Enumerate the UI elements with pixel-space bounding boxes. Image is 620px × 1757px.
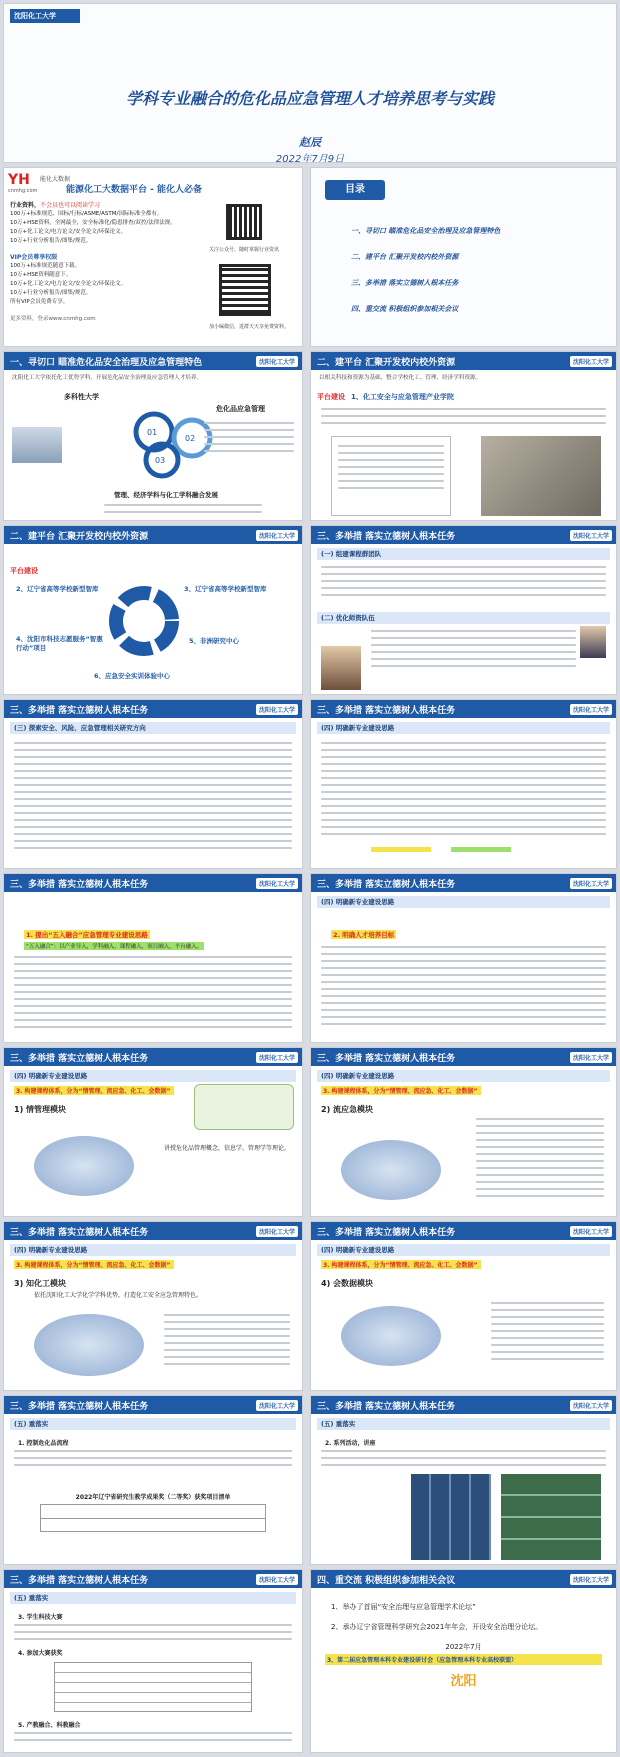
ad-follow: 关注公众号、随时掌握行业资讯 — [209, 247, 280, 253]
slide-title: 三、多举措 落实立德树人根本任务 — [317, 1401, 456, 1412]
section-subtitle: (四) 明确新专业建设思路 — [317, 722, 610, 734]
school-logo: 沈阳化工大学 — [10, 9, 80, 23]
toc-label: 目录 — [325, 180, 385, 200]
section-subtitle: (一) 组建课程群团队 — [317, 548, 610, 560]
slide-title: 三、多举措 落实立德树人根本任务 — [317, 879, 456, 890]
section-subtitle: (五) 重落实 — [10, 1418, 296, 1430]
placeholder-text — [204, 422, 294, 457]
module-title: 2) 流应急模块 — [321, 1105, 374, 1114]
node-label: 01 — [147, 428, 158, 437]
module-graphic — [341, 1306, 441, 1366]
placeholder-text — [491, 1302, 604, 1365]
highlight-mark — [371, 847, 431, 852]
vip-item: 100万+标准规范随意下载。 — [10, 263, 81, 269]
slide-s7 — [3, 873, 303, 1043]
section-subtitle: (五) 重落实 — [10, 1592, 296, 1604]
toc-item[interactable]: 三、多举措 落实立德树人根本任务 — [351, 279, 459, 287]
ad-items — [10, 210, 205, 246]
slide-header — [311, 1222, 616, 1240]
portrait-photo — [580, 626, 606, 658]
slide-title: 三、多举措 落实立德树人根本任务 — [317, 1053, 456, 1064]
slide-header — [4, 352, 302, 370]
placeholder-text — [321, 1450, 606, 1471]
toc-item[interactable]: 二、建平台 汇聚开发校内校外资源 — [351, 253, 459, 261]
placeholder-text — [104, 504, 262, 518]
school-logo: 沈阳化工大学 — [256, 1400, 298, 1411]
slide-header — [4, 1048, 302, 1066]
slide-header — [4, 1222, 302, 1240]
slide-title: 二、建平台 汇聚开发校内校外资源 — [317, 357, 456, 368]
campus-photo — [12, 427, 62, 463]
qr-code-icon — [219, 264, 271, 316]
document-image — [331, 436, 451, 516]
cover-slide — [3, 3, 617, 163]
ad-scan: 加小编微信，进群天天享免费资料。 — [209, 324, 290, 330]
placeholder-text — [14, 1450, 292, 1471]
slide-s11 — [3, 1221, 303, 1391]
point-heading: 3. 构建课程体系，分为“情管理、流应急、化工、会数据” — [321, 1086, 481, 1095]
slide-s12 — [310, 1221, 617, 1391]
module-desc: 讲授危化品管理概念，信息学、管理学等理论。 — [164, 1145, 291, 1152]
vip-item: 所有VIP会员免费专享。 — [10, 299, 69, 305]
highlight-mark — [451, 847, 511, 852]
module-title: 1) 情管理模块 — [14, 1105, 67, 1114]
ad-logo-text: 能化大数据 — [40, 176, 71, 183]
placeholder-text — [164, 1314, 290, 1370]
slide-header — [311, 1570, 616, 1588]
slide-s15 — [3, 1569, 303, 1753]
module-graphic — [34, 1136, 134, 1196]
school-logo: 沈阳化工大学 — [256, 1052, 298, 1063]
bottom-label: 管理、经济学科与化工学科融合发展 — [114, 491, 218, 499]
slide-s2 — [310, 351, 617, 521]
point-heading: 1. 控制危化品流程 — [18, 1440, 69, 1447]
right-label: 危化品应急管理 — [216, 405, 265, 413]
placeholder-text — [476, 1118, 604, 1202]
slide-header — [4, 526, 302, 544]
section-subtitle: (四) 明确新专业建设思路 — [10, 1244, 296, 1256]
portrait-photo — [321, 646, 361, 690]
ad-item: 10万+HSE资料，全网最全，安全标准化/隐患排查/双控/法律法规。 — [10, 220, 176, 226]
vip-item: 10万+HSE资料随意下。 — [10, 272, 72, 278]
section-subtitle: (三) 探索安全、风险、应急管理相关研究方向 — [10, 722, 296, 734]
point-heading: 1. 提出“五入融合”应急管理专业建设思路 — [26, 931, 148, 939]
node-label: 03 — [155, 456, 166, 465]
module-graphic — [341, 1140, 441, 1200]
slide-s9 — [3, 1047, 303, 1217]
school-logo: 沈阳化工大学 — [570, 1052, 612, 1063]
slide-header — [4, 700, 302, 718]
ad-logo: YH cnmhg.com — [8, 172, 38, 194]
platform-item: 3、辽宁省高等学校新型智库 — [184, 585, 267, 593]
placeholder-text — [14, 742, 292, 854]
meeting-photo — [411, 1474, 491, 1560]
module-title: 3) 知化工模块 — [14, 1279, 67, 1288]
node-label: 02 — [185, 434, 196, 443]
left-label: 多科性大学 — [64, 393, 99, 401]
section-subtitle: (四) 明确新专业建设思路 — [317, 1244, 610, 1256]
slide-title: 一、寻切口 瞄准危化品安全治理及应急管理特色 — [10, 357, 203, 368]
slide-s1 — [3, 351, 303, 521]
slide-intro: 沈阳化工大学依托化工优势学科，开展危化品安全治理及应急管理人才培养。 — [12, 375, 203, 381]
school-logo: 沈阳化工大学 — [256, 530, 298, 541]
table-title: 2022年辽宁省研究生教学成果奖（二等奖）获奖项目清单 — [75, 1494, 231, 1501]
placeholder-text — [14, 1624, 292, 1645]
slide-header — [311, 526, 616, 544]
cover-author: 赵辰 — [299, 136, 321, 149]
school-logo: 沈阳化工大学 — [256, 1226, 298, 1237]
slide-s6 — [310, 699, 617, 869]
meeting-highlight: 3、第二届应急管理本科专业建设研讨会（应急管理本科专业高校联盟） — [325, 1654, 602, 1665]
school-logo: 沈阳化工大学 — [570, 878, 612, 889]
slide-title: 三、多举措 落实立德树人根本任务 — [317, 705, 456, 716]
platform-subtitle: 1、化工安全与应急管理产业学院 — [351, 393, 454, 401]
ad-item: 10万+行业分析报告/图集/规范。 — [10, 238, 92, 244]
school-logo: 沈阳化工大学 — [256, 356, 298, 367]
slide-title: 三、多举措 落实立德树人根本任务 — [10, 705, 149, 716]
school-logo: 沈阳化工大学 — [570, 530, 612, 541]
ad-industry-note: 不会员也可以阅读学习 — [40, 202, 101, 209]
point-heading: 5. 产教融合、科教融合 — [18, 1722, 81, 1729]
slide-header — [4, 1570, 302, 1588]
point-heading: 3. 构建课程体系，分为“情管理、流应急、化工、会数据” — [14, 1086, 174, 1095]
section-subtitle: (四) 明确新专业建设思路 — [10, 1070, 296, 1082]
slide-title: 三、多举措 落实立德树人根本任务 — [317, 1227, 456, 1238]
ad-heading: 能源化工大数据平台 - 能化人必备 — [66, 185, 203, 195]
slide-title: 三、多举措 落实立德树人根本任务 — [10, 1401, 149, 1412]
placeholder-text — [371, 630, 576, 672]
slide-s3 — [3, 525, 303, 695]
platform-item: 4、沈阳市科技志愿服务“智惠行动”项目 — [16, 635, 103, 652]
point-heading: 3. 构建课程体系，分为“情管理、流应急、化工、会数据” — [14, 1260, 174, 1269]
point-heading: 2. 明确人才培养目标 — [333, 931, 395, 939]
meeting-date: 2022年7月 — [445, 1643, 482, 1651]
platform-item: 6、应急安全实训体验中心 — [94, 672, 171, 680]
point-heading: 3. 构建课程体系，分为“情管理、流应急、化工、会数据” — [321, 1260, 481, 1269]
slide-s8 — [310, 873, 617, 1043]
mindmap-image — [194, 1084, 294, 1130]
slide-header — [4, 874, 302, 892]
school-logo: 沈阳化工大学 — [256, 878, 298, 889]
section-subtitle: (五) 重落实 — [317, 1418, 610, 1430]
slide-s16 — [310, 1569, 617, 1753]
slide-s14 — [310, 1395, 617, 1565]
point-heading: 3. 学生科技大赛 — [18, 1614, 63, 1621]
platform-item: 5、非洲研究中心 — [189, 637, 240, 645]
section-subtitle: (二) 优化师资队伍 — [317, 612, 610, 624]
cover-date: 2022年7月9日 — [275, 154, 345, 163]
slide-title: 三、多举措 落实立德树人根本任务 — [10, 1575, 149, 1586]
ad-more[interactable]: 更多资料，登录www.cnmhg.com — [10, 316, 96, 322]
vip-items — [10, 262, 205, 307]
toc-item[interactable]: 四、重交流 积极组织参加相关会议 — [351, 305, 459, 313]
slide-title: 四、重交流 积极组织参加相关会议 — [317, 1575, 456, 1586]
slide-title: 三、多举措 落实立德树人根本任务 — [10, 1227, 149, 1238]
meeting-city: 沈阳 — [450, 1674, 477, 1689]
qr-code-icon — [226, 204, 262, 240]
award-table — [54, 1662, 252, 1712]
slide-title: 三、多举措 落实立德树人根本任务 — [10, 1053, 149, 1064]
meeting-item: 1、举办了首届“安全治理与应急管理学术论坛” — [331, 1603, 476, 1611]
placeholder-text — [321, 742, 606, 840]
section-subtitle: (四) 明确新专业建设思路 — [317, 896, 610, 908]
school-logo: 沈阳化工大学 — [256, 704, 298, 715]
slide-header — [311, 352, 616, 370]
placeholder-text — [321, 408, 606, 429]
platform-item: 2、辽宁省高等学校新型智库 — [16, 585, 99, 593]
slide-title: 三、多举措 落实立德树人根本任务 — [317, 531, 456, 542]
placeholder-text — [321, 946, 606, 1030]
slide-header — [311, 1048, 616, 1066]
school-logo: 沈阳化工大学 — [570, 356, 612, 367]
ad-industry-label: 行业资料， — [10, 202, 41, 209]
toc-item[interactable]: 一、寻切口 瞄准危化品安全治理及应急管理特色 — [351, 227, 501, 235]
slide-title: 二、建平台 汇聚开发校内校外资源 — [10, 531, 149, 542]
ad-item: 100万+标准规范、国标/行标/ASME/ASTM/国际标准全都有。 — [10, 211, 163, 217]
school-logo: 沈阳化工大学 — [570, 1574, 612, 1585]
school-logo: 沈阳化工大学 — [570, 1226, 612, 1237]
platform-tag: 平台建设 — [317, 393, 345, 401]
placeholder-text — [321, 566, 606, 601]
slide-s4 — [310, 525, 617, 695]
slide-s10 — [310, 1047, 617, 1217]
slide-s13 — [3, 1395, 303, 1565]
point-highlight: “五入融合”：以产业导入，学科融入，课程融入，项目融入，平台融入。 — [26, 944, 203, 950]
school-logo: 沈阳化工大学 — [570, 1400, 612, 1411]
slide-header — [311, 1396, 616, 1414]
placeholder-text — [14, 956, 292, 1033]
slide-intro: 以相关科技和资源为基础，整合学校化工、管理、经济学科资源。 — [319, 375, 482, 381]
slide-header — [4, 1396, 302, 1414]
award-table — [40, 1504, 266, 1532]
ring-diagram — [104, 581, 184, 661]
ad-item: 10万+化工论文/电力论文/安全论文/环保论文。 — [10, 229, 127, 235]
event-photo — [481, 436, 601, 516]
section-subtitle: (四) 明确新专业建设思路 — [317, 1070, 610, 1082]
cover-title: 学科专业融合的危化品应急管理人才培养思考与实践 — [125, 89, 494, 108]
school-logo: 沈阳化工大学 — [570, 704, 612, 715]
school-logo: 沈阳化工大学 — [256, 1574, 298, 1585]
vip-title: VIP会员尊享权限 — [10, 254, 58, 261]
placeholder-text — [14, 1732, 292, 1746]
slide-header — [311, 700, 616, 718]
toc-slide — [310, 167, 617, 347]
slide-s5 — [3, 699, 303, 869]
meeting-item: 2、承办辽宁省管理科学研究会2021年年会，开设安全治理分论坛。 — [331, 1623, 543, 1631]
ad-slide — [3, 167, 303, 347]
slide-title: 三、多举措 落实立德树人根本任务 — [10, 879, 149, 890]
point-heading: 2. 系列活动，讲座 — [325, 1440, 376, 1447]
point-heading: 4. 参加大赛获奖 — [18, 1650, 63, 1657]
module-desc: 依托沈阳化工大学化学学科优势，打造化工安全应急管理特色。 — [34, 1292, 203, 1299]
module-title: 4) 会数据模块 — [321, 1279, 374, 1288]
meeting-photo — [501, 1474, 601, 1560]
vip-item: 10万+化工论文/电力论文/安全论文/环保论文。 — [10, 281, 127, 287]
slide-header — [311, 874, 616, 892]
module-graphic — [34, 1314, 144, 1376]
vip-item: 10万+行业分析报告/图集/规范。 — [10, 290, 92, 296]
platform-tag: 平台建设 — [10, 567, 38, 575]
